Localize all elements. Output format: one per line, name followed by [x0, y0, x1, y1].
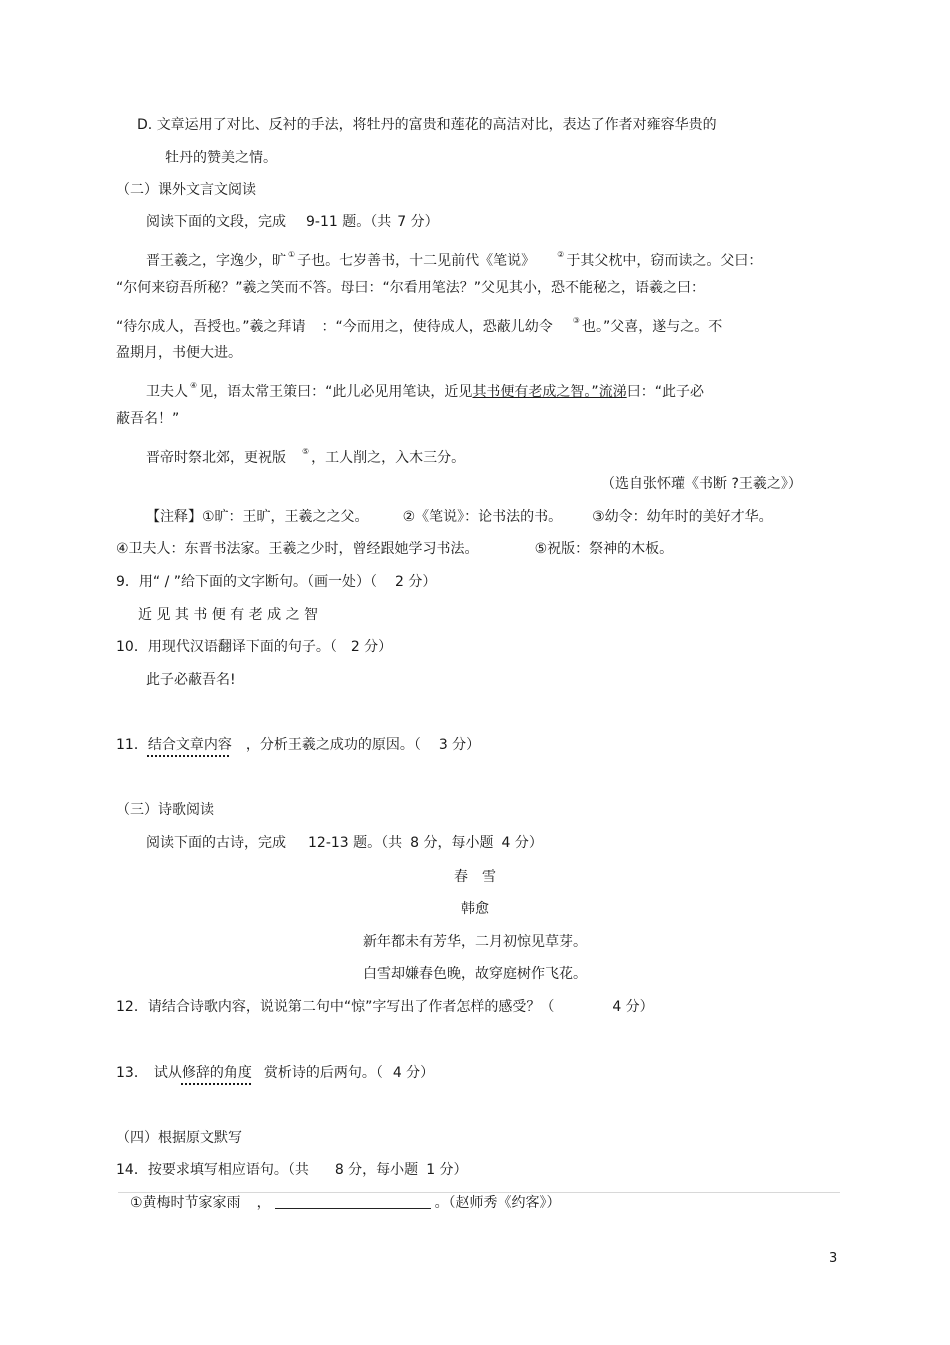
notes-line-2: ④卫夫人：东晋书法家。王羲之少时，曾经跟她学习书法。 ⑤祝版：祭神的木板。 — [116, 541, 674, 557]
poem-line-1: 新年都未有芳华，二月初惊见草芽。 — [363, 934, 587, 950]
option-d-continued: 牡丹的赞美之情。 — [165, 150, 277, 166]
poem-author: 韩愈 — [461, 901, 489, 917]
passage-line-3: “待尔成人，吾授也。”羲之拜请 ：“今而用之，使待成人，恐蔽儿幼令 ③ 也。”父喜，遂与之。不 — [116, 316, 723, 335]
option-d-label: D. — [137, 117, 153, 133]
question-10: 10．用现代汉语翻译下面的句子。（ 2 分） — [116, 639, 393, 655]
question-9: 9．用“ / ”给下面的文字断句。（画一处）（ 2 分） — [116, 574, 437, 590]
passage-line-1: 晋王羲之，字逸少，旷 ① 子也。七岁善书，十二见前代《笔说》 ② 于其父枕中，窃而读之。父曰： — [146, 250, 763, 269]
poem-title: 春 雪 — [454, 869, 496, 885]
section-2-heading: （二）课外文言文阅读 — [116, 182, 256, 198]
answer-blank[interactable] — [275, 1194, 431, 1209]
option-d — [137, 115, 717, 135]
question-14: 14．按要求填写相应语句。（共 8 分，每小题 1 分） — [116, 1162, 468, 1178]
section-3-intro: 阅读下面的古诗，完成 12-13 题。（共 8 分，每小题 4 分） — [146, 835, 543, 851]
passage-source: （选自张怀瓘《书断 ?王羲之》） — [601, 476, 802, 492]
section-3-heading: （三）诗歌阅读 — [116, 802, 214, 818]
footnote-marker-2: ② — [557, 250, 565, 259]
poem-line-2: 白雪却嫌春色晚，故穿庭树作飞花。 — [363, 966, 587, 982]
notes-line-1: 【注释】①旷：王旷，王羲之之父。 ②《笔说》：论书法的书。 ③幼令：幼年时的美好才华。 — [146, 509, 773, 525]
footnote-marker-1: ① — [288, 250, 296, 259]
footnote-marker-3: ③ — [572, 316, 580, 325]
passage-line-5: 卫夫人 ④ 见，语太常王策曰：“此儿必见用笔诀，近见其书便有老成之智。”流涕曰：“此子必 — [146, 381, 704, 400]
question-9-text: 近 见 其 书 便 有 老 成 之 智 — [138, 607, 319, 623]
question-10-text: 此子必蔽吾名! — [146, 672, 236, 688]
fill-in-item-1: ①黄梅时节家家雨 ， 。（赵师秀《约客》） — [130, 1195, 561, 1211]
emphasis-dots: 修辞的角度 — [181, 1065, 252, 1081]
question-13: 13． 试从修辞的角度 赏析诗的后两句。（ 4 分） — [116, 1065, 435, 1081]
footnote-marker-5: ⑤ — [302, 447, 310, 456]
passage-line-7: 晋帝时祭北郊，更祝版 ⑤ ，工人削之，入木三分。 — [146, 447, 466, 466]
page-number: 3 — [829, 1251, 838, 1266]
option-d-text: 文章运用了对比、反衬的手法，将牡丹的富贵和莲花的高洁对比，表达了作者对雍容华贵的 — [156, 117, 717, 133]
question-12: 12．请结合诗歌内容，说说第二句中“惊”字写出了作者怎样的感受？（ 4 分） — [116, 999, 654, 1015]
passage-line-2: “尔何来窃吾所秘？”羲之笑而不答。母曰：“尔看用笔法？”父见其小，恐不能秘之，语羲之曰： — [116, 280, 706, 296]
section-2-intro: 阅读下面的文段，完成 9-11 题。（共 7 分） — [146, 214, 439, 230]
question-11: 11．结合文章内容 ，分析王羲之成功的原因。（ 3 分） — [116, 737, 481, 753]
passage-line-6: 蔽吾名！” — [116, 411, 180, 427]
passage-line-4: 盈期月，书便大进。 — [116, 345, 242, 361]
section-4-heading: （四）根据原文默写 — [116, 1130, 242, 1146]
footnote-marker-4: ④ — [190, 381, 198, 390]
emphasis-dots: 结合文章内容 — [147, 737, 232, 753]
underlined-phrase: 其书便有老成之智。”流涕 — [472, 384, 627, 400]
